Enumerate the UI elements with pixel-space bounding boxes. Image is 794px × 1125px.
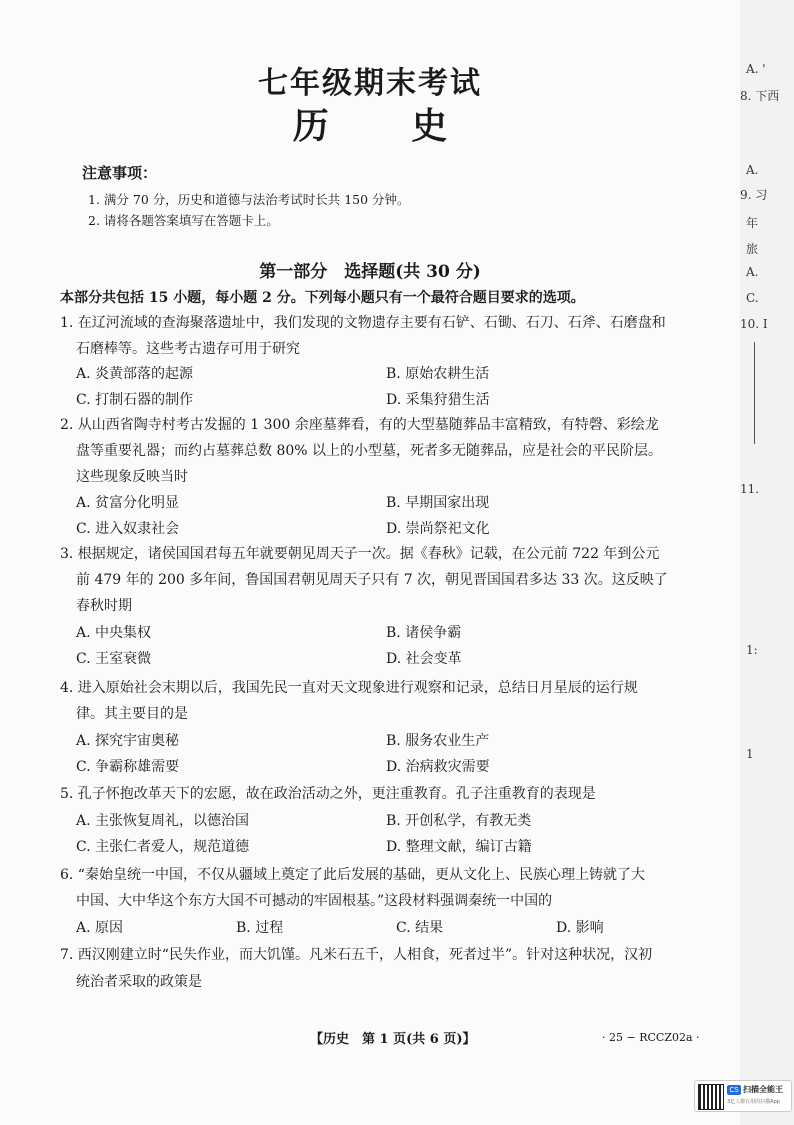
scanner-watermark: [694, 1080, 792, 1112]
question-stem: 春秋时期: [76, 598, 132, 614]
option-b: B. 早期国家出现: [386, 495, 490, 511]
option-c: C. 打制石器的制作: [76, 392, 194, 408]
option-c: C. 王室衰微: [76, 651, 152, 667]
option-a: A. 中央集权: [76, 625, 152, 641]
scanner-logo-icon: CS: [727, 1085, 741, 1095]
option-a: A. 原因: [76, 920, 124, 936]
option-d: D. 治病救灾需要: [386, 759, 490, 775]
edge-fragment: 1: [746, 747, 754, 761]
option-b: B. 过程: [236, 920, 284, 936]
option-b: B. 服务农业生产: [386, 733, 490, 749]
option-c: C. 主张仁者爱人，规范道德: [76, 839, 250, 855]
question-stem: 4. 进入原始社会末期以后，我国先民一直对天文现象进行观察和记录，总结日月星辰的运行规: [60, 680, 638, 696]
section-heading: 第一部分 选择题(共 30 分): [259, 262, 481, 282]
scanner-name: 扫描全能王: [743, 1085, 783, 1094]
option-d: D. 社会变革: [386, 651, 462, 667]
subject-title: 历 史: [292, 105, 448, 147]
edge-fragment: C.: [746, 291, 759, 305]
question-stem: 律。其主要目的是: [76, 706, 188, 722]
edge-fragment: 11.: [740, 482, 760, 496]
edge-fragment: 旅: [746, 242, 759, 256]
option-d: D. 采集狩猎生活: [386, 392, 490, 408]
option-d: D. 整理文献，编订古籍: [386, 839, 532, 855]
option-c: C. 进入奴隶社会: [76, 521, 180, 537]
option-d: D. 崇尚祭祀文化: [386, 521, 490, 537]
option-a: A. 探究宇宙奥秘: [76, 733, 180, 749]
note-item: 2. 请将各题答案填写在答题卡上。: [88, 213, 279, 228]
option-b: B. 原始农耕生活: [386, 366, 490, 382]
edge-fragment: 9. 习: [740, 188, 768, 202]
question-stem: 前 479 年的 200 多年间，鲁国国君朝见周天子只有 7 次，朝见晋国国君多达 33 次。这反映了: [76, 572, 668, 588]
question-stem: 盘等重要礼器；而约占墓葬总数 80% 以上的小型墓，死者多无随葬品，应是社会的平民阶层。: [76, 443, 663, 459]
edge-fragment: 1:: [746, 643, 758, 657]
section-instruction: 本部分共包括 15 小题，每小题 2 分。下列每小题只有一个最符合题目要求的选项。: [60, 290, 585, 306]
next-page-edge: [740, 0, 794, 1125]
edge-fragment: A.: [746, 163, 759, 177]
edge-fragment: 8. 下西: [740, 89, 780, 103]
paper-code: · 25 − RCCZ02a ·: [602, 1031, 700, 1044]
option-d: D. 影响: [556, 920, 604, 936]
edge-fragment: A. ': [746, 62, 766, 76]
option-c: C. 争霸称雄需要: [76, 759, 180, 775]
option-a: A. 主张恢复周礼，以德治国: [76, 813, 250, 829]
question-stem: 3. 根据规定，诸侯国国君每五年就要朝见周天子一次。据《春秋》记载，在公元前 722 年到公元: [60, 546, 660, 562]
option-b: B. 开创私学，有教无类: [386, 813, 532, 829]
qr-code-icon: [698, 1084, 724, 1110]
edge-fragment: A.: [746, 265, 759, 279]
option-a: A. 贫富分化明显: [76, 495, 180, 511]
question-stem: 石磨棒等。这些考古遗存可用于研究: [76, 341, 300, 357]
question-stem: 统治者采取的政策是: [76, 974, 202, 990]
question-stem: 中国、大中华这个东方大国不可撼动的牢固根基。”这段材料强调秦统一中国的: [76, 893, 553, 909]
notes-heading: 注意事项：: [82, 164, 158, 182]
page-footer: 【历史 第 1 页(共 6 页)】: [310, 1032, 476, 1047]
question-stem: 这些现象反映当时: [76, 469, 188, 485]
question-stem: 7. 西汉刚建立时“民失作业，而大饥馑。凡米石五千，人相食，死者过半”。针对这种状况，汉初: [60, 947, 653, 963]
question-stem: 5. 孔子怀抱改革天下的宏愿，故在政治活动之外，更注重教育。孔子注重教育的表现是: [60, 786, 596, 802]
option-b: B. 诸侯争霸: [386, 625, 462, 641]
scanner-subtitle: 3亿人都在用的扫描App: [727, 1099, 780, 1105]
edge-fragment: 年: [746, 216, 759, 230]
question-stem: 6. “秦始皇统一中国，不仅从疆域上奠定了此后发展的基础，更从文化上、民族心理上铸就了大: [60, 867, 645, 883]
edge-fragment: 10. I: [740, 317, 768, 331]
figure-border: [754, 342, 759, 444]
option-c: C. 结果: [396, 920, 444, 936]
option-a: A. 炎黄部落的起源: [76, 366, 194, 382]
question-stem: 1. 在辽河流域的查海聚落遗址中，我们发现的文物遗存主要有石铲、石锄、石刀、石斧、石磨盘和: [60, 315, 666, 331]
note-item: 1. 满分 70 分，历史和道德与法治考试时长共 150 分钟。: [88, 192, 410, 207]
question-stem: 2. 从山西省陶寺村考古发掘的 1 300 余座墓葬看，有的大型墓随葬品丰富精致，有特磬、彩绘龙: [60, 417, 659, 433]
exam-title: 七年级期末考试: [258, 66, 482, 101]
